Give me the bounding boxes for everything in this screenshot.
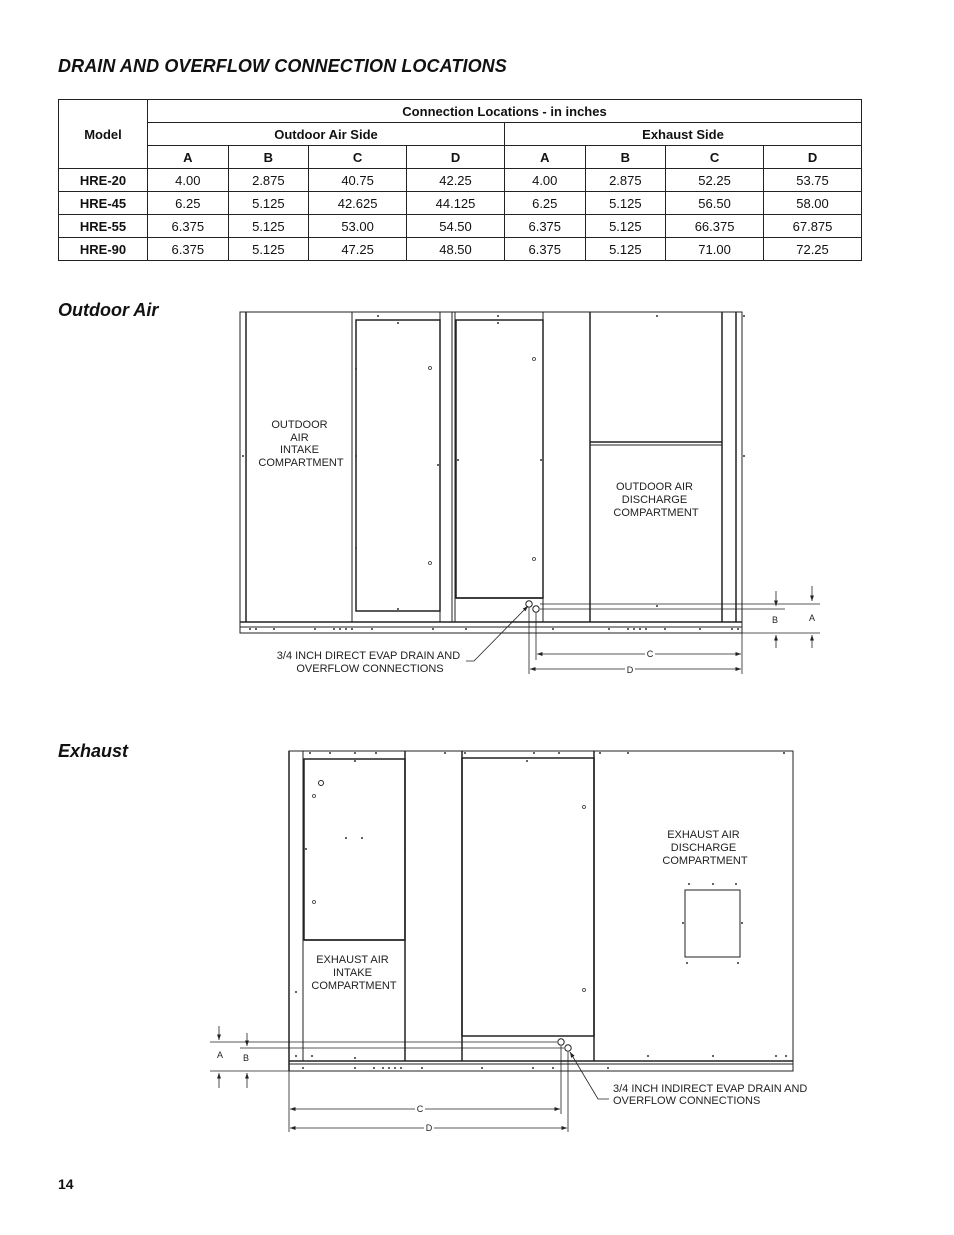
value-cell: 5.125 (585, 238, 666, 261)
outdoor-dim-c: C (646, 649, 654, 659)
outdoor-air-drawing (240, 312, 742, 633)
exhaust-dimensions (210, 1026, 568, 1132)
column-letter: D (764, 146, 862, 169)
value-cell: 44.125 (407, 192, 505, 215)
value-cell: 5.125 (228, 192, 309, 215)
value-cell: 53.00 (309, 215, 407, 238)
model-header: Model (59, 100, 148, 169)
column-letter: A (504, 146, 585, 169)
model-cell: HRE-45 (59, 192, 148, 215)
column-letter: B (585, 146, 666, 169)
value-cell: 5.125 (228, 238, 309, 261)
value-cell: 54.50 (407, 215, 505, 238)
column-letter: B (228, 146, 309, 169)
value-cell: 48.50 (407, 238, 505, 261)
value-cell: 5.125 (228, 215, 309, 238)
exhaust-dim-b: B (243, 1053, 250, 1063)
value-cell: 67.875 (764, 215, 862, 238)
value-cell: 66.375 (666, 215, 764, 238)
value-cell: 6.375 (148, 215, 229, 238)
value-cell: 42.25 (407, 169, 505, 192)
exhaust-heading: Exhaust (58, 741, 129, 761)
exhaust-connection-note: 3/4 INCH INDIRECT EVAP DRAIN AND OVERFLOW CONNECTIONS (613, 1083, 808, 1107)
exhaust-dim-c: C (416, 1104, 424, 1114)
value-cell: 6.25 (148, 192, 229, 215)
value-cell: 4.00 (148, 169, 229, 192)
exhaust-dim-a: A (217, 1050, 224, 1060)
outdoor-dim-d: D (626, 665, 634, 675)
value-cell: 5.125 (585, 215, 666, 238)
outdoor-air-heading: Outdoor Air (58, 300, 159, 320)
outdoor-dimensions (529, 586, 820, 674)
model-cell: HRE-55 (59, 215, 148, 238)
outdoor-dim-b: B (772, 615, 779, 625)
value-cell: 42.625 (309, 192, 407, 215)
exhaust-dim-d: D (425, 1123, 433, 1133)
value-cell: 71.00 (666, 238, 764, 261)
value-cell: 2.875 (585, 169, 666, 192)
column-letter: D (407, 146, 505, 169)
value-cell: 6.375 (504, 215, 585, 238)
outdoor-air-rivets (242, 315, 745, 630)
exhaust-leader-line (570, 1052, 609, 1099)
model-cell: HRE-90 (59, 238, 148, 261)
exhaust-rivets (295, 752, 787, 1069)
value-cell: 52.25 (666, 169, 764, 192)
value-cell: 2.875 (228, 169, 309, 192)
outdoor-dim-a: A (809, 613, 816, 623)
outdoor-side-header: Outdoor Air Side (148, 123, 505, 146)
exhaust-discharge-label: EXHAUST AIR DISCHARGE COMPARTMENT (662, 829, 748, 867)
value-cell: 56.50 (666, 192, 764, 215)
exhaust-drawing (289, 751, 793, 1071)
value-cell: 53.75 (764, 169, 862, 192)
outdoor-discharge-label: OUTDOOR AIR DISCHARGE COMPARTMENT (613, 481, 699, 519)
outdoor-connection-note: 3/4 INCH DIRECT EVAP DRAIN AND OVERFLOW CONNECTIONS (276, 650, 461, 675)
value-cell: 6.375 (148, 238, 229, 261)
value-cell: 72.25 (764, 238, 862, 261)
value-cell: 5.125 (585, 192, 666, 215)
outdoor-intake-label: OUTDOOR AIR INTAKE COMPARTMENT (258, 419, 344, 469)
page-title: DRAIN AND OVERFLOW CONNECTION LOCATIONS (58, 56, 507, 76)
exhaust-intake-label: EXHAUST AIR INTAKE COMPARTMENT (311, 954, 397, 992)
value-cell: 6.25 (504, 192, 585, 215)
value-cell: 47.25 (309, 238, 407, 261)
column-letter: C (309, 146, 407, 169)
column-letter: A (148, 146, 229, 169)
group-header: Connection Locations - in inches (148, 100, 862, 123)
exhaust-side-header: Exhaust Side (504, 123, 861, 146)
column-letter: C (666, 146, 764, 169)
value-cell: 40.75 (309, 169, 407, 192)
value-cell: 6.375 (504, 238, 585, 261)
model-cell: HRE-20 (59, 169, 148, 192)
value-cell: 58.00 (764, 192, 862, 215)
page-number: 14 (58, 1176, 74, 1192)
value-cell: 4.00 (504, 169, 585, 192)
